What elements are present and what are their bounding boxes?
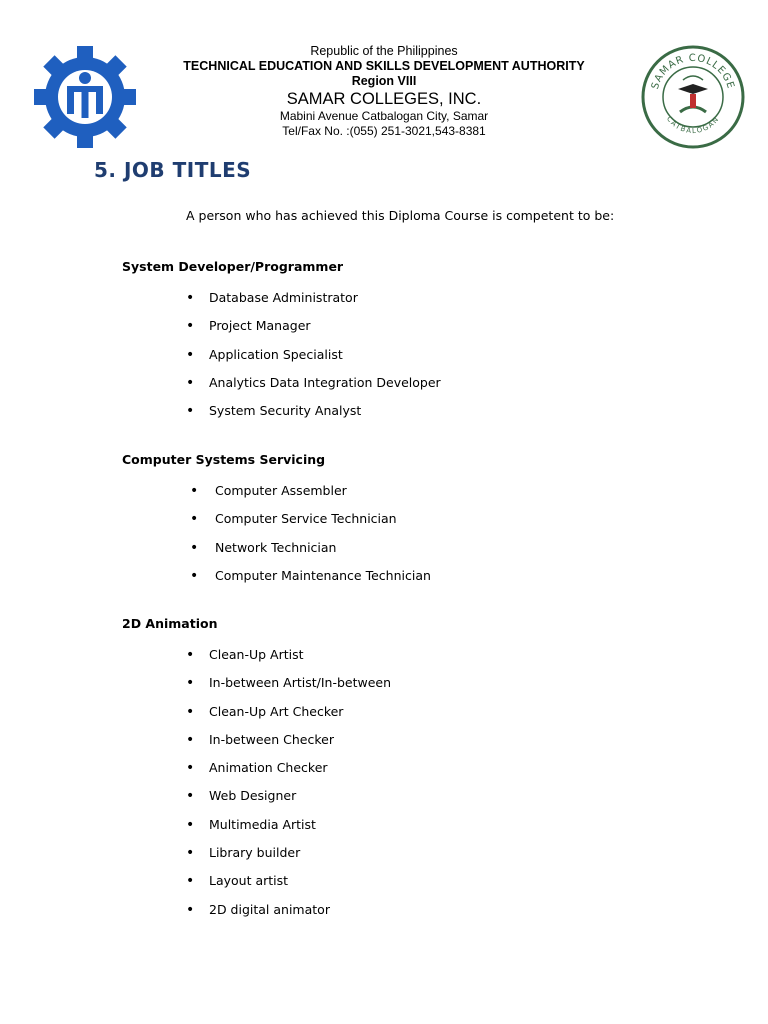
list-item-text: In-between Artist/In-between [209,675,392,691]
bullet-icon: • [186,346,195,363]
bullet-icon: • [186,816,195,833]
bullet-icon: • [186,290,195,306]
job-list [122,481,722,594]
list-item [122,843,722,871]
bullet-icon: • [186,675,195,692]
bullet-icon: • [190,567,199,584]
list-item-text: Clean-Up Artist [209,647,304,662]
bullet-icon: • [186,760,195,777]
letterhead [0,0,768,150]
list-item [122,730,722,758]
list-item-text: Computer Assembler [215,483,347,498]
bullet-icon: • [186,731,195,748]
bullet-icon: • [186,374,195,391]
list-item-text: Web Designer [209,788,297,804]
job-list [122,288,722,429]
list-item-text: Layout artist [209,873,289,889]
bullet-icon: • [186,703,195,720]
bullet-icon: • [190,483,199,499]
list-item-text: Project Manager [209,318,311,334]
list-item [122,345,722,373]
list-item [122,673,722,701]
list-item-text: Multimedia Artist [209,816,316,832]
bullet-icon: • [190,539,199,556]
list-item [122,288,722,316]
list-item [122,758,722,786]
tel-line: Tel/Fax No. :(055) 251-3021,543-8381 [282,124,486,138]
bullet-icon: • [186,403,195,420]
list-item [122,401,722,429]
region-line: Region VIII [351,74,417,88]
bullet-icon: • [186,873,195,890]
tesda-gear-logo-icon [30,42,140,152]
bullet-icon: • [190,511,199,528]
list-item [122,900,722,928]
list-item [122,373,722,401]
republic-line: Republic of the Philippines [310,44,458,58]
list-item [122,538,722,566]
bullet-icon: • [186,901,195,918]
list-item [122,702,722,730]
list-item [122,316,722,344]
list-item [122,566,722,594]
section-computer-systems-servicing [122,452,722,594]
bullet-icon: • [186,845,195,862]
list-item [122,481,722,509]
list-item-text: Network Technician [215,539,337,555]
svg-text:CATBALOGAN: CATBALOGAN [664,114,722,136]
bullet-icon: • [186,788,195,805]
list-item-text: Animation Checker [209,760,328,776]
section-2d-animation [122,616,722,928]
list-item-text: Analytics Data Integration Developer [209,374,441,390]
job-list [122,645,722,928]
section-heading: System Developer/Programmer [122,259,344,274]
agency-line: TECHNICAL EDUCATION AND SKILLS DEVELOPMENT AUTHORITY [183,59,585,73]
list-item-text: 2D digital animator [209,901,330,917]
list-item [122,815,722,843]
section-heading: Computer Systems Servicing [122,452,326,467]
list-item-text: Computer Maintenance Technician [215,567,431,583]
list-item [122,786,722,814]
page-title: 5. JOB TITLES [94,158,252,182]
list-item-text: In-between Checker [209,731,334,747]
address-line: Mabini Avenue Catbalogan City, Samar [279,109,489,123]
list-item-text: Application Specialist [209,346,343,362]
list-item [122,509,722,537]
college-name: SAMAR COLLEGES, INC. [286,90,482,108]
list-item [122,871,722,899]
list-item-text: Library builder [209,845,301,861]
list-item-text: System Security Analyst [209,403,362,419]
samar-college-seal-icon [640,44,746,150]
svg-text:SAMAR COLLEGE: SAMAR COLLEGE [649,52,737,91]
intro-text: A person who has achieved this Diploma Course is competent to be: [186,208,615,223]
letterhead-text [150,44,618,139]
bullet-icon: • [186,647,195,663]
section-heading: 2D Animation [122,616,218,631]
bullet-icon: • [186,318,195,335]
list-item-text: Database Administrator [209,290,358,305]
list-item-text: Clean-Up Art Checker [209,703,344,719]
list-item [122,645,722,673]
list-item-text: Computer Service Technician [215,511,397,527]
section-system-developer [122,259,722,429]
